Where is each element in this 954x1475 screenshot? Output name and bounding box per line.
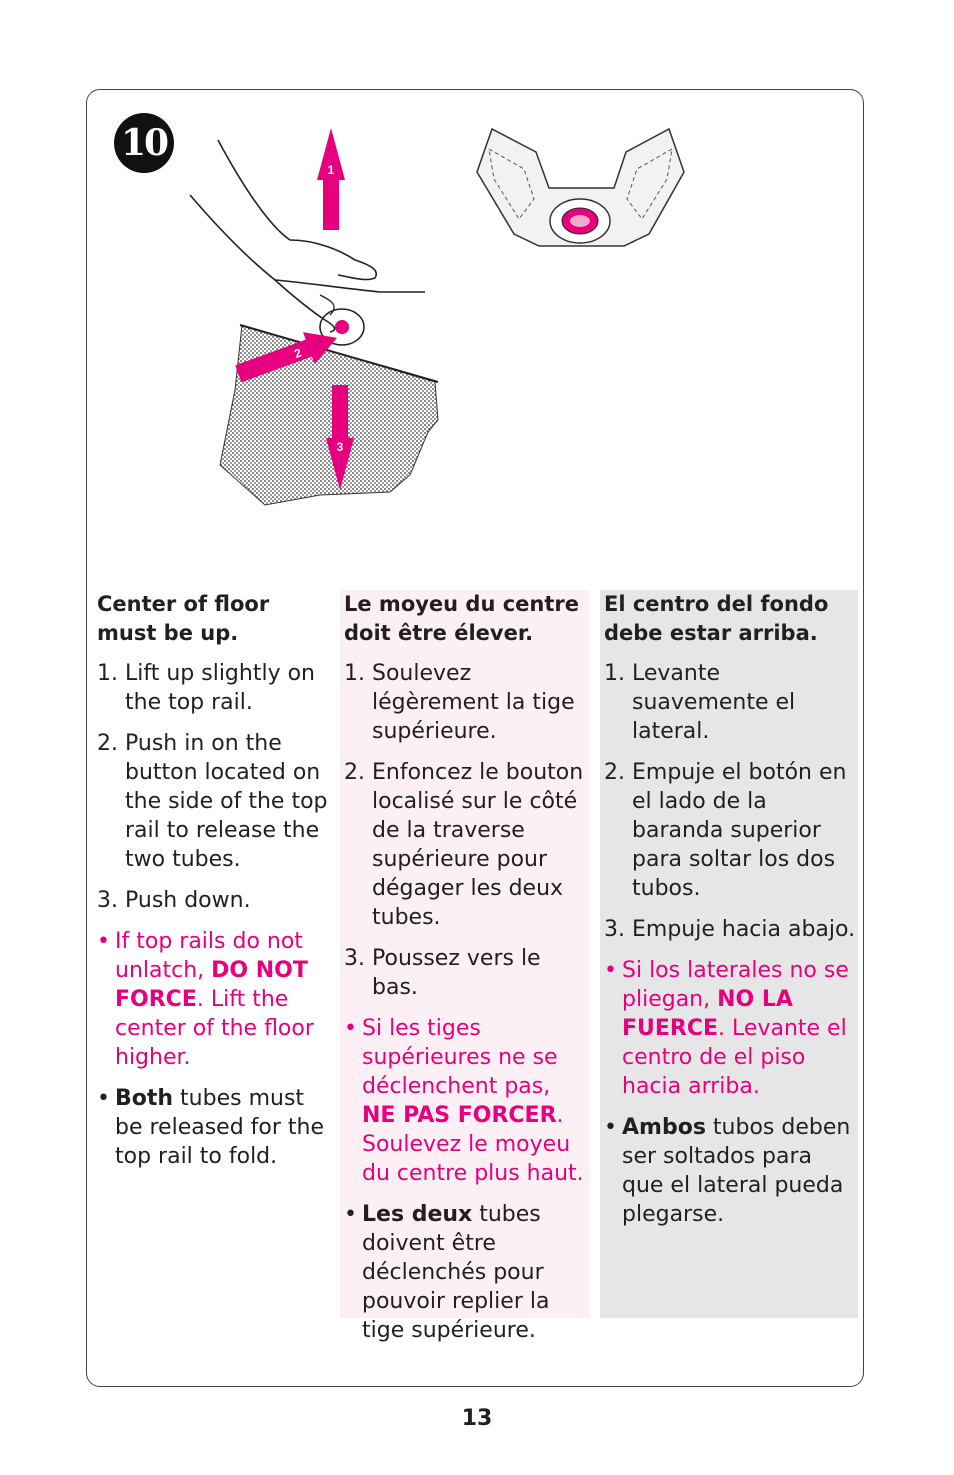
list-item: 2. Enfoncez le bouton localisé sur le côté de la traverse supérieure pour dégager les deux tubes. — [344, 760, 584, 930]
french-column — [340, 590, 590, 1343]
connector-button-highlight — [570, 215, 590, 227]
english-column — [97, 590, 332, 1183]
hand-knuckle — [320, 295, 334, 315]
arrow-label-1: 1 — [327, 163, 335, 177]
list-item: 1. Soulevez légèrement la tige supérieure. — [344, 661, 575, 744]
arrow-label-3: 3 — [336, 440, 344, 454]
hand-palm — [275, 280, 425, 292]
french-heading: Le moyeu du centre doit être élever. — [344, 592, 580, 645]
list-item: 2. Empuje el botón en el lado de la baranda superior para soltar los dos tubos. — [604, 760, 847, 901]
spanish-heading: El centro del fondo debe estar arriba. — [604, 592, 829, 645]
step-number-badge: 10 — [114, 113, 174, 173]
info-note: • Les deux tubes doivent être déclenchés pour pouvoir replier la tige supérieure. — [344, 1202, 550, 1343]
page-number: 13 — [461, 1406, 493, 1431]
hand-finger — [218, 140, 376, 280]
rail-connector-detail — [474, 124, 689, 249]
info-note: • Ambos tubos deben ser soltados para que el lateral pueda plegarse. — [604, 1115, 851, 1227]
list-item: 1. Levante suavemente el lateral. — [604, 661, 796, 744]
list-item: 3. Empuje hacia abajo. — [604, 917, 856, 942]
spanish-column — [600, 590, 858, 1318]
arrow-label-2: 2 — [292, 345, 304, 361]
english-heading: Center of floor must be up. — [97, 592, 270, 645]
warning-note: • Si les tiges supérieures ne se déclenchent pas, NE PAS FORCER. Soulevez le moyeu du centre plus haut. — [344, 1016, 584, 1186]
arrow-up — [317, 128, 345, 230]
list-item: 1. Lift up slightly on the top rail. — [97, 661, 315, 715]
hand-thumb — [190, 195, 335, 332]
list-item: 3. Push down. — [97, 888, 251, 913]
mesh-panel — [220, 325, 438, 505]
list-item: 2. Push in on the button located on the side of the top rail to release the two tubes. — [97, 731, 328, 872]
button-center — [335, 320, 349, 334]
warning-note: • If top rails do not unlatch, DO NOT FORCE. Lift the center of the floor higher. — [97, 929, 314, 1070]
info-note: • Both tubes must be released for the top rail to fold. — [97, 1086, 325, 1169]
warning-note: • Si los laterales no se pliegan, NO LA FUERCE. Levante el centro de el piso hacia arriba. — [604, 958, 849, 1099]
list-item: 3. Poussez vers le bas. — [344, 946, 541, 1000]
hand-release-illustration — [180, 120, 460, 520]
